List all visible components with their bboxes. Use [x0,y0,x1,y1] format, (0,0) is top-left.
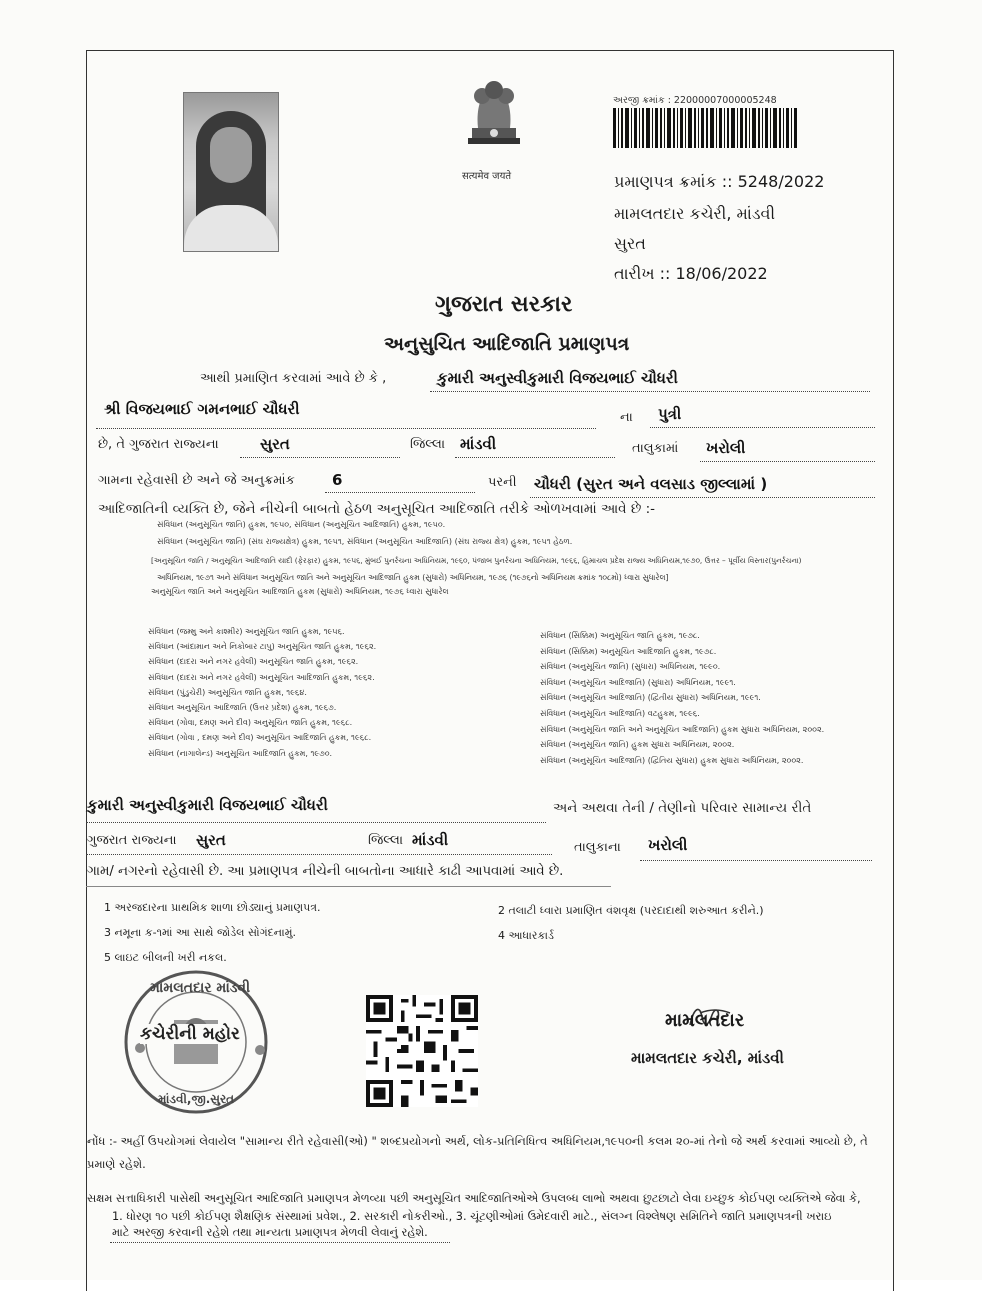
order-right-item: સંવિધાન (અનુસૂચિત આદિજાતિ) વટહુકમ, ૧૯૯૬. [540,708,700,718]
issuing-office: મામલતદાર કચેરી, માંડવી [614,204,776,223]
basis-text: ગામ/ નગરનો રહેવાસી છે. આ પ્રમાણપત્ર નીચેની બાબતોના આધારે કાઢી આપવામાં આવે છે. [87,864,564,879]
certificate-number: પ્રમાણપત્ર ક્રમાંક :: 5248/2022 [614,172,825,191]
certificate-title: અનુસુચિત આદિજાતિ પ્રમાણપત્ર [384,333,630,355]
district-value: સુરત [260,435,290,453]
order-left-item: સંવિધાન (ગોવા, દમણ અને દીવ) અનુસૂચિત જાતિ હુકમ, ૧૯૬૮. [148,718,353,728]
order-left-item: સંવિધાન (ગોવા , દમણ અને દીવ) અનુસૂચિત આદિજાતિ હુકમ, ૧૯૬૮. [148,733,372,743]
order-right-item: સંવિધાન (સિક્કિમ) અનુસૂચિત આદિજાતિ હુકમ, ૧૯૭૮. [540,646,717,656]
order-line-5: અનુસૂચિત જાતિ અને અનુસૂચિત આદિજાતિ હુકમ (સુધારો) અધિનિયમ, ૧૯૭૬ ધ્વારા સુધારેલ [151,587,449,596]
note-line-2: પ્રમાણે રહેશે. [87,1157,146,1171]
orders-right-column [540,628,824,768]
district-label: જિલ્લા [410,437,446,452]
tribe-name: ચૌધરી (સુરત અને વલસાડ જીલ્લામાં ) [534,475,768,493]
state-prefix: છે, તે ગુજરાત રાજ્યના [98,437,219,452]
note-line-1: નોંધ :- અહીં ઉપયોગમાં લેવાયેલ "સામાન્ય રીતે રહેવાસી(ઓ) " શબ્દપ્રયોગનો અર્થ, લોક-પ્રતિનિધિત્વ અધિનિયમ,૧૯૫૦ની કલમ ૨૦-માં તેનો જે અર્થ કરવામાં આવ્યો છે, તે [87,1134,868,1148]
father-name: શ્રી વિજયભાઈ ગમનભાઈ ચૌધરી [104,400,300,418]
residence-name: કુમારી અનુસ્વીકુમારી વિજયભાઈ ચૌધરી [87,796,328,814]
village-value: ખરોલી [706,439,746,457]
qr-code-icon [366,992,478,1110]
order-right-item: સંવિધાન (અનુસૂચિત જાતિ અને અનુસૂચિત આદિજાતિ) હુકમ સુધારા અધિનિયમ, ૨૦૦૨. [540,724,825,734]
order-line-2: સંવિધાન (અનુસૂચિત જાતિ) (સંઘ રાજ્યક્ષેત્ર) હુકમ, ૧૯૫૧, સંવિધાન (અનુસૂચિત આદિજાતિ) (સંઘ રાજ્ય ક્ષેત્ર) હુકમ, ૧૯૫૧ હેઠળ. [157,537,573,546]
intro-text: આથી પ્રમાણિત કરવામાં આવે છે કે , [200,371,387,386]
orders-left-column [148,624,376,761]
order-right-item: સંવિધાન (અનુસૂચિત આદિજાતિ) (દ્વિતિય સુધારા) હુકમ સુધારા અધિનિયમ, ૨૦૦૨. [540,755,804,765]
seal-text-mid: કચેરીની મહોર [140,1024,240,1044]
order-left-item: સંવિધાન (દાદરા અને નગર હવેલી) અનુસૂચિત જાતિ હુકમ, ૧૯૬૨. [148,657,359,667]
serial-number: 6 [332,471,343,489]
residence-taluka-label: તાલુકાના [574,840,621,855]
order-line-3: [અનુસૂચિત જાતિ / અનુસૂચિત આદિજાતિ યાદી (ફેરફાર) હુકમ, ૧૯૫૬, મુંબઈ પુનર્રચના અધિનિયમ, ૧૯૬૦, પંજાબ પુનર્રચના અધિનિયમ, ૧૯૬૬, હિમાચલ પ્રદેશ રાજ્ય અધિનિયમ,૧૯૭૦, ઉત્તર – પૂર્વીય વિસ્તાર(પુનર્રચના) [151,556,802,565]
applicant-name: કુમારી અનુસ્વીકુમારી વિજયભાઈ ચૌધરી [437,369,678,387]
para-line-1: સક્ષમ સત્તાધિકારી પાસેથી અનુસૂચિત આદિજાતિ પ્રમાણપત્ર મેળવ્યા પછી અનુસૂચિત આદિજાતિઓએ ઉપલબ્ધ લાભો અથવા છુટછાટો લેવા ઇચ્છુક કોઈપણ વ્યક્તિએ જેવા કે, [87,1192,861,1205]
seal-text-top: મામલતદાર માંડવી [150,980,251,996]
issue-date: તારીખ :: 18/06/2022 [614,264,768,283]
resident-prefix: ગામના રહેવાસી છે અને જે અનુક્રમાંક [98,473,295,488]
residence-district-label: જિલ્લા [368,833,404,848]
order-right-item: સંવિધાન (અનુસૂચિત જાતિ) (સુધારા) અધિનિયમ, ૧૯૯૦. [540,662,721,672]
order-line-1: સંવિધાન (અનુસૂચિત જાતિ) હુકમ, ૧૯૫૦, સંવિધાન (અનુસૂચિત આદિજાતિ) હુકમ, ૧૯૫૦. [157,520,446,529]
residence-district: સુરત [196,831,226,849]
signatory-designation: મામલતદાર [665,1010,745,1031]
document-item-5: 5 લાઇટ બીલની ખરી નકલ. [104,951,227,964]
order-left-item: સંવિધાન (પુંડુચેરી) અનુસૂચિત જાતિ હુકમ, ૧૯૬૪. [148,687,307,697]
order-right-item: સંવિધાન (અનુસૂચિત જાતિ) હુકમ સુધારા અધિનિયમ, ૨૦૦૨. [540,740,735,750]
order-line-4: અધિનિયમ, ૧૯૭૧ અને સંવિધાન અનુસૂચિત જાતિ અને અનુસૂચિત આદિજાતિ હુકમ (સુધારો) અધિનિયમ, ૧૯૭૬ (૧૯૭૬નો અધિનિયમ ક્રમાંક ૧૦૮મો) ધ્વારા સુધારેલ] [157,573,669,582]
emblem-motto: सत्यमेव जयते [462,171,512,182]
order-right-item: સંવિધાન (સિક્કિમ) અનુસૂચિત જાતિ હુકમ, ૧૯૭૮. [540,631,700,640]
barcode-icon [613,108,797,148]
relation-value: પુત્રી [658,405,682,423]
document-item-3: 3 નમૂના ક-૧માં આ સાથે જોડેલ સોગંદનામું. [104,926,296,939]
serial-suffix: પરની [488,475,517,490]
document-item-2: 2 તલાટી ધ્વારા પ્રમાણિત વંશવૃક્ષ (પરદાદાથી શરુઆત કરીને.) [498,904,764,917]
document-item-1: 1 અરજદારના પ્રાથમિક શાળા છોડ્યાનું પ્રમાણપત્ર. [104,901,321,914]
residence-village: ખરોલી [648,836,688,854]
residence-taluka: માંડવી [412,831,449,849]
application-number: અરજી ક્રમાંક : 22000007000005248 [613,95,777,106]
document-item-4: 4 આધારકાર્ડ [498,929,554,942]
order-left-item: સંવિધાન (નાગાલેન્ડ) અનુસૂચિત આદિજાતિ હુકમ, ૧૯૭૦. [148,748,333,758]
order-left-item: સંવિધાન અનુસૂચિત આદિજાતિ (ઉત્તર પ્રદેશ) હુકમ, ૧૯૬૭. [148,703,337,713]
government-title: ગુજરાત સરકાર [435,292,573,317]
order-left-item: સંવિધાન (જમ્મુ અને કાશ્મીર) અનુસૂચિત જાતિ હુકમ, ૧૯૫૬. [148,627,345,636]
order-right-item: સંવિધાન (અનુસૂચિત આદિજાતિ) (દ્વિતીય સુધારા) અધિનિયમ, ૧૯૯૧. [540,693,761,703]
order-left-item: સંવિધાન (આંદામાન અને નિકોબાર ટાપુ) અનુસૂચિત જાતિ હુકમ, ૧૯૬૨. [148,642,377,652]
relation-prefix: ના [620,410,633,425]
para-line-3: માટે અરજી કરવાની રહેશે તથા માન્યતા પ્રમાણપત્ર મેળવી લેવાનું રહેશે. [112,1226,428,1239]
issuing-district: સુરત [614,234,646,253]
para-line-2: 1. ધોરણ ૧૦ પછી કોઈપણ શૈક્ષણિક સંસ્થામાં પ્રવેશ., 2. સરકારી નોકરીઓ., 3. ચૂંટણીઓમાં ઉમેદવારી માટે., સંલગ્ન વિશ્લેષણ સમિતિને જાતિ પ્રમાણપત્રની ખરાઇ [112,1210,832,1223]
taluka-label: તાલુકામાં [632,441,679,456]
tribe-sentence: આદિજાતિની વ્યક્તિ છે, જેને નીચેની બાબતો હેઠળ અનુસૂચિત આદિજાતિ તરીકે ઓળખવામાં આવે છે :- [98,501,656,517]
taluka-value: માંડવી [460,435,497,453]
order-right-item: સંવિધાન (અનુસૂચિત આદિજાતિ) (સુધારા) અધિનિયમ, ૧૯૯૧. [540,677,736,687]
residence-state: ગુજરાત રાજ્યના [87,833,177,848]
seal-text-bottom: માંડવી,જી.સુરત [158,1092,235,1106]
order-left-item: સંવિધાન (દાદરા અને નગર હવેલી) અનુસૂચિત આદિજાતિ હુકમ, ૧૯૬૨. [148,672,375,682]
signatory-office: મામલતદાર કચેરી, માંડવી [631,1049,784,1067]
family-text: અને અથવા તેની / તેણીનો પરિવાર સામાન્ય રીતે [553,800,812,816]
national-emblem-icon [458,70,530,162]
applicant-photo [183,92,279,252]
